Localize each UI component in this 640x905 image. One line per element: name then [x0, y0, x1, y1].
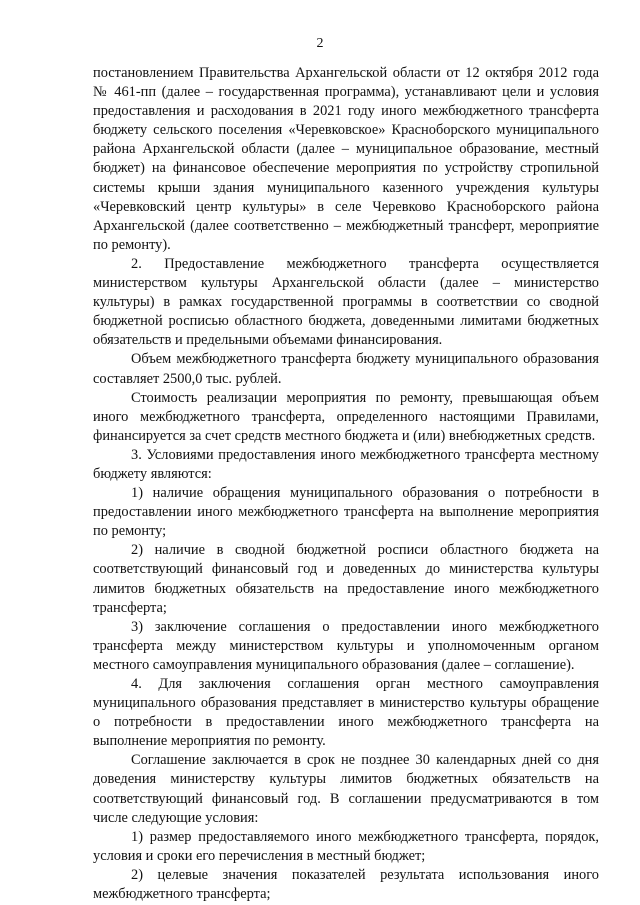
paragraph-12: 2) целевые значения показателей результата использования иного межбюджетного трансферта; [93, 866, 599, 903]
paragraph-7: 2) наличие в сводной бюджетной росписи областного бюджета на соответствующий финансовый год и доведенных до министерства культуры лимитов бюджетных обязательств на предоставление иного межбюджетного трансферта; [93, 542, 599, 616]
paragraph-6: 1) наличие обращения муниципального образования о потребности в предоставлении иного межбюджетного трансферта на выполнение мероприятия по ремонту; [93, 485, 599, 540]
paragraph-5: 3. Условиями предоставления иного межбюджетного трансферта местному бюджету являются: [93, 446, 599, 482]
paragraph-9: 4. Для заключения соглашения орган местного самоуправления муниципального образования представляет в министерство культуры обращение о потребности в предоставлении иного межбюджетного трансферта на выполнение мероприятия по ремонту. [93, 676, 599, 750]
document-body [93, 64, 599, 904]
paragraph-1: постановлением Правительства Архангельской области от 12 октября 2012 года № 461-пп (далее – государственная программа), устанавливают цели и условия предоставления и расходования в 2021 году иного межбюджетного трансферта бюджету сельского поселения «Черевковское» Красноборского муниципального района Архангельской области (далее – муниципальное образование, местный бюджет) на финансовое обеспечение мероприятия по устройству стропильной системы крыши здания муниципального казенного учреждения культуры «Черевковский центр культуры» в селе Черевково Красноборского района Архангельской (далее соответственно – межбюджетный трансферт, мероприятие по ремонту). [93, 65, 599, 253]
paragraph-4: Стоимость реализации мероприятия по ремонту, превышающая объем иного межбюджетного трансферта, определенного настоящими Правилами, финансируется за счет средств местного бюджета и (или) внебюджетных средств. [93, 389, 599, 444]
page-number: 2 [316, 36, 324, 51]
paragraph-3: Объем межбюджетного трансферта бюджету муниципального образования составляет 2500,0 тыс. рублей. [93, 351, 599, 387]
paragraph-10: Соглашение заключается в срок не позднее 30 календарных дней со дня доведения министерству культуры лимитов бюджетных обязательств на соответствующий финансовый год. В соглашении предусматриваются в том числе следующие условия: [93, 752, 599, 826]
paragraph-11: 1) размер предоставляемого иного межбюджетного трансферта, порядок, условия и сроки его перечисления в местный бюджет; [93, 828, 599, 864]
paragraph-8: 3) заключение соглашения о предоставлении иного межбюджетного трансферта между министерством культуры и уполномоченным органом местного самоуправления муниципального образования (далее – соглашение). [93, 618, 599, 673]
paragraph-2: 2. Предоставление межбюджетного трансферта осуществляется министерством культуры Архангельской области (далее – министерство культуры) в рамках государственной программы в соответствии со сводной бюджетной росписью областного бюджета, доведенными лимитами бюджетных обязательств и предельными объемами финансирования. [93, 255, 599, 349]
